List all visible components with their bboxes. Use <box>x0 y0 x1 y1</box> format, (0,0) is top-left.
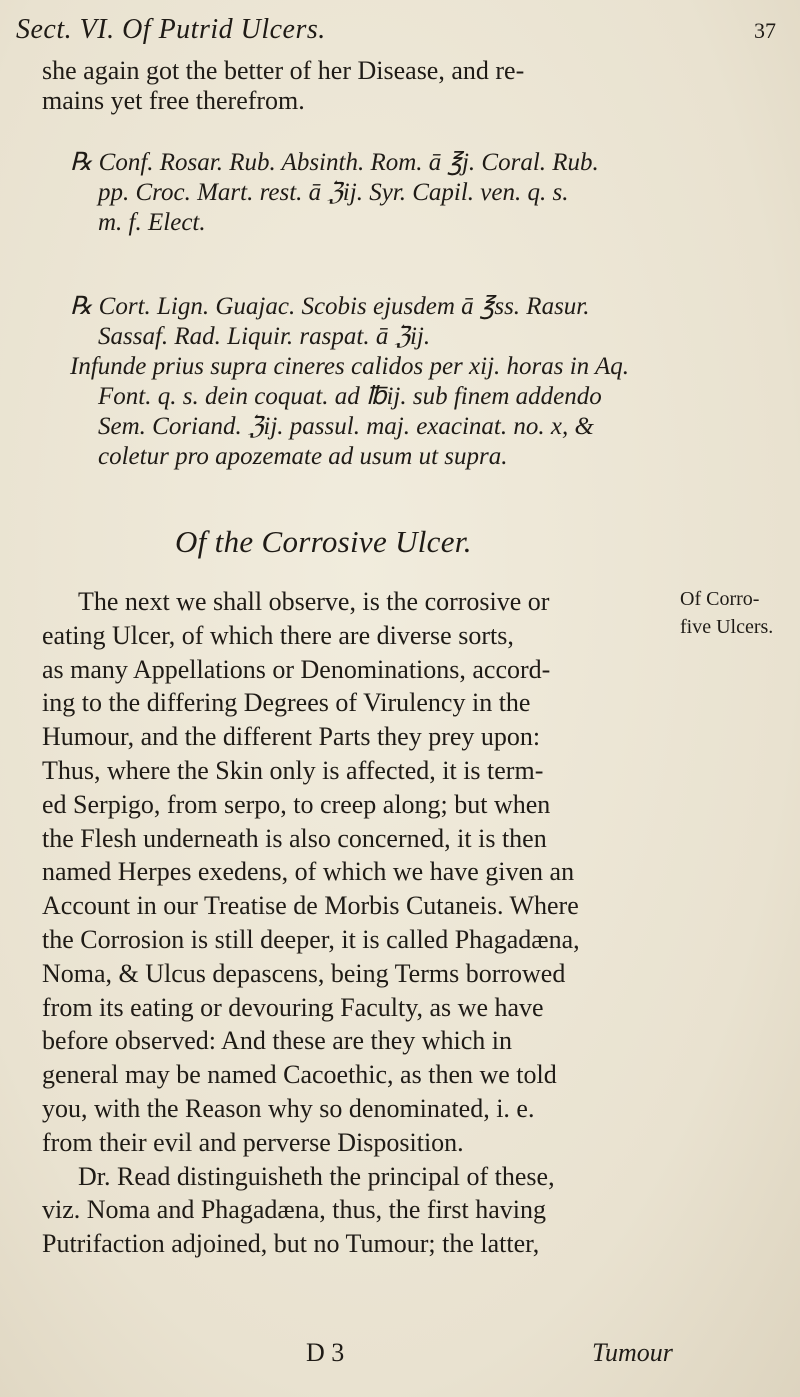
recipe-line: Infunde prius supra cineres calidos per xij. horas in Aq. <box>70 353 629 380</box>
text-line: Humour, and the different Parts they prey upon: <box>42 722 541 752</box>
text-line: general may be named Cacoethic, as then we told <box>42 1060 557 1090</box>
text-line: as many Appellations or Denominations, accord- <box>42 654 551 684</box>
text-line: Thus, where the Skin only is affected, it is term- <box>42 755 544 785</box>
text-line: The next we shall observe, is the corrosive or <box>78 587 550 616</box>
margin-note-line: Of Corro- <box>680 588 760 610</box>
text-line: from their evil and perverse Disposition. <box>42 1127 464 1157</box>
text-line: before observed: And these are they which in <box>42 1026 513 1056</box>
page-number: 37 <box>754 18 776 43</box>
text-line: mains yet free therefrom. <box>42 86 305 115</box>
text-line: she again got the better of her Disease, and re- <box>42 56 525 85</box>
recipe-line: ℞ Cort. Lign. Guajac. Scobis ejusdem ā ℥ss. Rasur. <box>70 293 590 320</box>
margin-note <box>680 585 798 641</box>
signature-mark: D 3 <box>306 1338 345 1367</box>
recipe-line: Sem. Coriand. ℨij. passul. maj. exacinat. no. x, & <box>98 413 594 440</box>
text-line: the Corrosion is still deeper, it is called Phagadæna, <box>42 924 580 954</box>
recipe-line: pp. Croc. Mart. rest. ā ℨij. Syr. Capil. ven. q. s. <box>98 179 569 206</box>
recipe-line: ℞ Conf. Rosar. Rub. Absinth. Rom. ā ℥j. Coral. Rub. <box>70 149 599 176</box>
text-line: named Herpes exedens, of which we have given an <box>42 857 575 887</box>
recipe-line: m. f. Elect. <box>98 209 206 236</box>
recipe-electuary <box>70 148 680 238</box>
text-line: Noma, & Ulcus depascens, being Terms borrowed <box>42 958 566 988</box>
recipe-line: Font. q. s. dein coquat. ad ℔ij. sub finem addendo <box>98 383 602 410</box>
text-line: ing to the differing Degrees of Virulency in the <box>42 688 531 718</box>
section-heading: Of the Corrosive Ulcer. <box>175 524 472 559</box>
text-line: from its eating or devouring Faculty, as we have <box>42 992 544 1022</box>
catchword: Tumour <box>592 1338 673 1367</box>
body-paragraphs <box>42 585 692 1261</box>
recipe-apozem <box>70 292 680 472</box>
text-line: you, with the Reason why so denominated, i. e. <box>42 1093 535 1123</box>
text-line: Putrifaction adjoined, but no Tumour; the latter, <box>42 1229 540 1259</box>
text-line: eating Ulcer, of which there are diverse sorts, <box>42 620 514 650</box>
margin-note-line: five Ulcers. <box>680 616 774 638</box>
recipe-line: coletur pro apozemate ad usum ut supra. <box>98 443 508 470</box>
recipe-line: Sassaf. Rad. Liquir. raspat. ā ℨij. <box>98 323 431 350</box>
text-line: ed Serpigo, from serpo, to creep along; but when <box>42 789 551 819</box>
intro-paragraph <box>42 56 682 116</box>
text-line: Dr. Read distinguisheth the principal of these, <box>78 1161 555 1191</box>
running-head: Sect. VI. Of Putrid Ulcers. <box>16 14 326 45</box>
text-line: viz. Noma and Phagadæna, thus, the first having <box>42 1195 547 1225</box>
page-header <box>16 14 776 48</box>
page-footer <box>0 1338 800 1372</box>
text-line: Account in our Treatise de Morbis Cutaneis. Where <box>42 891 579 921</box>
text-line: the Flesh underneath is also concerned, it is then <box>42 823 547 853</box>
